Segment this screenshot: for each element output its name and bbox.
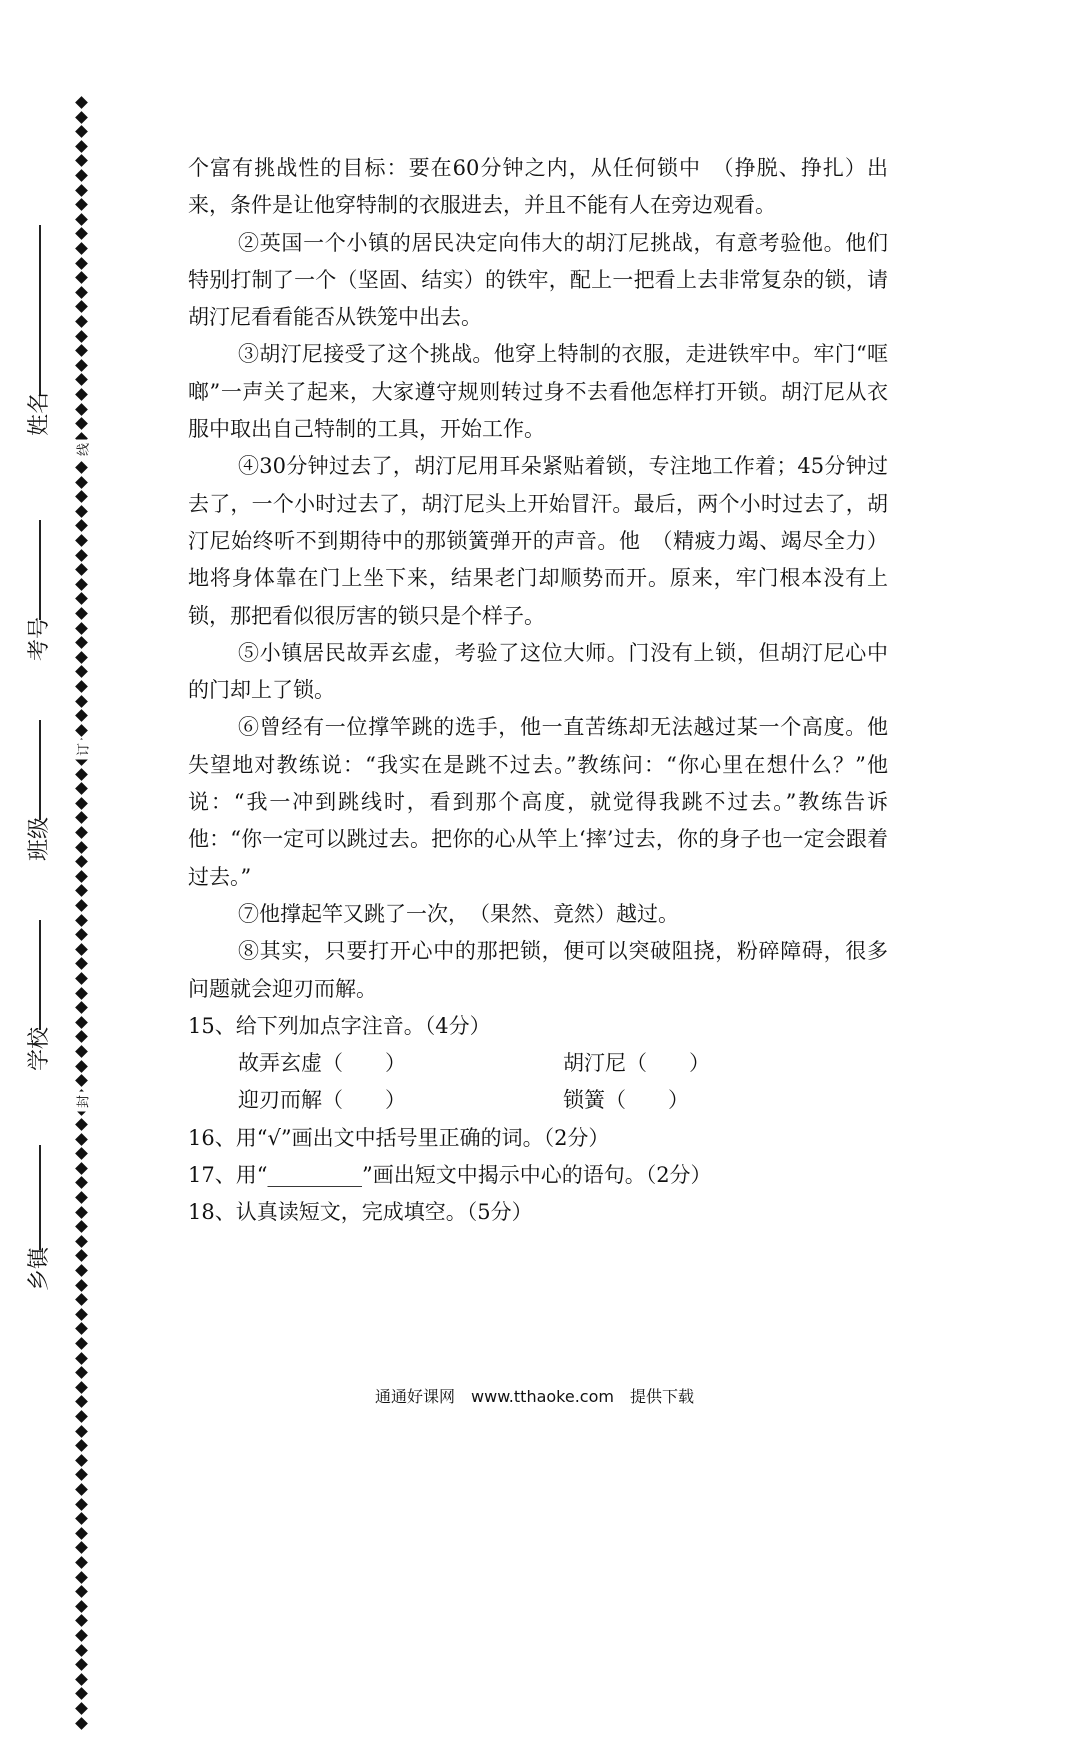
diamond-mark <box>75 1571 88 1584</box>
diamond-mark <box>75 1615 88 1628</box>
diamond-mark <box>75 1512 88 1525</box>
diamond-mark <box>75 1220 88 1233</box>
question-17: 17、用“_________”画出短文中揭示中心的语句。（2分） <box>188 1163 712 1188</box>
paragraph-continued: 个富有挑战性的目标：要在60分钟之内，从任何锁中 （挣脱、挣扎）出来，条件是让他穿特制的衣服进去，并且不能有人在旁边观看。 <box>188 156 888 218</box>
diamond-mark <box>75 1045 88 1058</box>
diamond-mark <box>75 417 88 430</box>
footer-site-name: 通通好课网 <box>375 1387 456 1406</box>
diamond-mark <box>75 1702 88 1715</box>
diamond-mark <box>75 1410 88 1423</box>
diamond-mark <box>75 1118 88 1131</box>
diamond-mark <box>75 709 88 722</box>
exam-no-label: 考号 <box>27 616 53 662</box>
diamond-mark <box>75 885 88 898</box>
diamond-mark <box>75 549 88 562</box>
diamond-mark <box>75 140 88 153</box>
diamond-mark <box>75 622 88 635</box>
diamond-mark <box>75 374 88 387</box>
diamond-mark <box>75 520 88 533</box>
seal-line <box>74 98 92 1738</box>
diamond-mark <box>75 987 88 1000</box>
paragraph-4: ④30分钟过去了，胡汀尼用耳朵紧贴着锁，专注地工作着；45分钟过去了，一个小时过去了，胡汀尼头上开始冒汗。最后，两个小时过去了，胡汀尼始终听不到期待中的那锁簧弹开的声音。他 （精疲力竭、竭尽全力）地将身体靠在门上坐下来，结果老门却顺势而开。原来，牢门根本没有上锁，那把看似很厉害的锁只是个样子。 <box>188 454 888 628</box>
diamond-mark <box>75 286 88 299</box>
footer-url[interactable]: www.tthaoke.com <box>471 1387 614 1406</box>
diamond-mark <box>75 636 88 649</box>
diamond-mark <box>75 578 88 591</box>
seal-mark-line: 线 <box>73 440 92 460</box>
class-label: 班级 <box>27 816 53 862</box>
question-16: 16、用“√”画出文中括号里正确的词。（2分） <box>188 1125 610 1150</box>
diamond-mark <box>75 1147 88 1160</box>
diamond-mark <box>75 724 88 737</box>
diamond-mark <box>75 1673 88 1686</box>
diamond-mark <box>75 330 88 343</box>
diamond-mark <box>75 1016 88 1029</box>
diamond-mark <box>75 1337 88 1350</box>
paragraph-2: ②英国一个小镇的居民决定向伟大的胡汀尼挑战，有意考验他。他们特别打制了一个（坚固、结实）的铁牢，配上一把看上去非常复杂的锁，请胡汀尼看看能否从铁笼中出去。 <box>188 230 888 330</box>
diamond-mark <box>75 1250 88 1263</box>
footer-suffix: 提供下载 <box>629 1387 694 1406</box>
diamond-mark <box>75 155 88 168</box>
diamond-mark <box>75 1717 88 1730</box>
diamond-mark <box>75 257 88 270</box>
diamond-mark <box>75 1001 88 1014</box>
diamond-mark <box>75 812 88 825</box>
seal-mark-seal: 封 <box>73 1092 92 1112</box>
exam-no-field <box>22 520 58 662</box>
diamond-mark <box>75 768 88 781</box>
diamond-mark <box>75 1323 88 1336</box>
diamond-mark <box>75 301 88 314</box>
diamond-mark <box>75 1308 88 1321</box>
class-field <box>22 720 58 862</box>
diamond-mark <box>75 1293 88 1306</box>
diamond-mark <box>75 782 88 795</box>
diamond-mark <box>75 1264 88 1277</box>
diamond-mark <box>75 1658 88 1671</box>
diamond-mark <box>75 388 88 401</box>
diamond-mark <box>75 1483 88 1496</box>
diamond-mark <box>75 111 88 124</box>
diamond-mark <box>75 1644 88 1657</box>
town-field <box>22 1145 58 1292</box>
diamond-mark <box>75 797 88 810</box>
diamond-mark <box>75 125 88 138</box>
diamond-mark <box>75 943 88 956</box>
diamond-mark <box>75 1469 88 1482</box>
pinyin-item: 锁簧（ ） <box>563 1088 689 1113</box>
pinyin-item: 故弄玄虚（ ） <box>238 1051 406 1076</box>
diamond-mark <box>75 870 88 883</box>
diamond-mark <box>75 1439 88 1452</box>
pinyin-item: 胡汀尼（ ） <box>563 1051 710 1076</box>
diamond-mark <box>75 505 88 518</box>
diamond-mark <box>75 315 88 328</box>
diamond-mark <box>75 563 88 576</box>
town-label: 乡镇 <box>27 1246 53 1292</box>
question-18: 18、认真读短文，完成填空。（5分） <box>188 1200 533 1225</box>
diamond-mark <box>75 1688 88 1701</box>
diamond-mark <box>75 228 88 241</box>
footer <box>0 1384 1069 1407</box>
diamond-mark <box>75 899 88 912</box>
diamond-mark <box>75 271 88 284</box>
diamond-mark <box>75 1060 88 1073</box>
name-label: 姓名 <box>27 391 53 437</box>
pinyin-row-2 <box>188 1082 888 1119</box>
diamond-mark <box>75 1074 88 1087</box>
diamond-mark <box>75 972 88 985</box>
pinyin-item: 迎刃而解（ ） <box>238 1088 406 1113</box>
diamond-mark <box>75 169 88 182</box>
diamond-mark <box>75 607 88 620</box>
pinyin-row-1 <box>188 1045 888 1082</box>
diamond-mark <box>75 1527 88 1540</box>
diamond-mark <box>75 1191 88 1204</box>
name-field <box>22 225 58 437</box>
diamond-mark <box>75 344 88 357</box>
paragraph-5: ⑤小镇居民故弄玄虚，考验了这位大师。门没有上锁，但胡汀尼心中的门却上了锁。 <box>188 640 888 703</box>
diamond-mark <box>75 534 88 547</box>
diamond-mark <box>75 1177 88 1190</box>
school-label: 学校 <box>27 1026 53 1072</box>
question-15: 15、给下列加点字注音。（4分） <box>188 1013 491 1038</box>
diamond-mark <box>75 666 88 679</box>
diamond-mark <box>75 1162 88 1175</box>
paragraph-6: ⑥曾经有一位撑竿跳的选手，他一直苦练却无法越过某一个高度。他失望地对教练说：“我实在是跳不过去。”教练问：“你心里在想什么？”他说：“我一冲到跳线时，看到那个高度，就觉得我跳不过去。”教练告诉他：“你一定可以跳过去。把你的心从竿上‘摔’过去，你的身子也一定会跟着过去。” <box>188 715 888 889</box>
paragraph-8: ⑧其实，只要打开心中的那把锁，便可以突破阻挠，粉碎障碍，很多问题就会迎刃而解。 <box>188 939 888 1001</box>
diamond-mark <box>75 1366 88 1379</box>
diamond-mark <box>75 198 88 211</box>
diamond-mark <box>75 476 88 489</box>
diamond-mark <box>75 242 88 255</box>
diamond-mark <box>75 1133 88 1146</box>
reading-passage <box>188 150 888 1232</box>
diamond-mark <box>75 461 88 474</box>
diamond-mark <box>75 928 88 941</box>
diamond-mark <box>75 855 88 868</box>
paragraph-7: ⑦他撑起竿又跳了一次， （果然、竟然）越过。 <box>238 901 679 926</box>
diamond-mark <box>75 680 88 693</box>
diamond-mark <box>75 1556 88 1569</box>
diamond-mark <box>75 695 88 708</box>
diamond-mark <box>75 841 88 854</box>
diamond-mark <box>75 1629 88 1642</box>
diamond-mark <box>75 1454 88 1467</box>
diamond-mark <box>75 593 88 606</box>
diamond-mark <box>75 213 88 226</box>
diamond-mark <box>75 914 88 927</box>
diamond-mark <box>75 359 88 372</box>
diamond-mark <box>75 826 88 839</box>
diamond-mark <box>75 1031 88 1044</box>
diamond-mark <box>75 958 88 971</box>
diamond-mark <box>75 96 88 109</box>
school-field <box>22 920 58 1072</box>
diamond-mark <box>75 1206 88 1219</box>
diamond-mark <box>75 1498 88 1511</box>
diamond-mark <box>75 1235 88 1248</box>
diamond-mark <box>75 1585 88 1598</box>
diamond-mark <box>75 651 88 664</box>
seal-mark-bind: 订 <box>73 740 92 760</box>
diamond-mark <box>75 1542 88 1555</box>
diamond-mark <box>75 1425 88 1438</box>
diamond-mark <box>75 184 88 197</box>
diamond-mark <box>75 403 88 416</box>
diamond-mark <box>75 1600 88 1613</box>
diamond-mark <box>75 490 88 503</box>
paragraph-3: ③胡汀尼接受了这个挑战。他穿上特制的衣服，走进铁牢中。牢门“哐啷”一声关了起来，大家遵守规则转过身不去看他怎样打开锁。胡汀尼从衣服中取出自己特制的工具，开始工作。 <box>188 342 888 442</box>
diamond-mark <box>75 1279 88 1292</box>
diamond-mark <box>75 1352 88 1365</box>
